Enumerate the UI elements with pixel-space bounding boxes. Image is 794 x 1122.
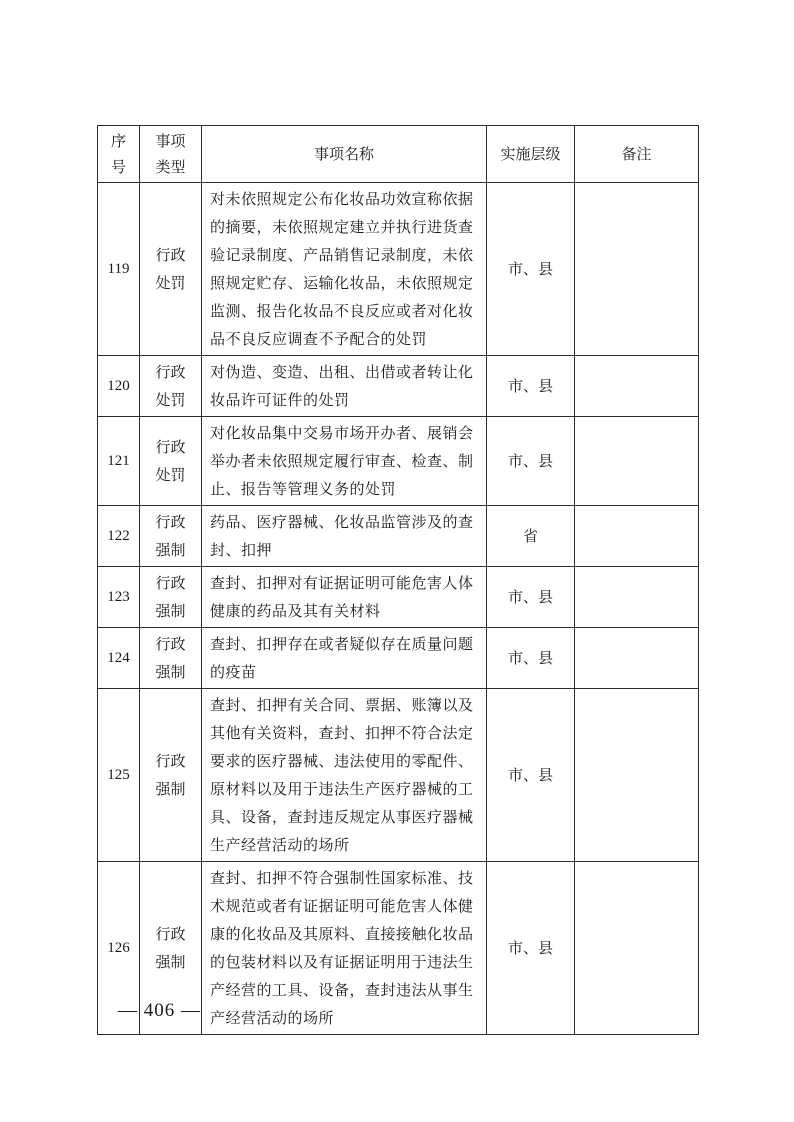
header-item-type-line2: 类型 [155, 158, 186, 176]
table-row [98, 356, 699, 417]
row-remarks [575, 417, 699, 506]
row-remarks [575, 862, 699, 1035]
row-item-type [140, 689, 202, 862]
row-item-type-line1: 行政 [155, 513, 186, 531]
table-row [98, 689, 699, 862]
row-item-name: 对未依照规定公布化妆品功效宣称依据的摘要，未依照规定建立并执行进货查验记录制度、产品销售记录制度，未依照规定贮存、运输化妆品，未依照规定监测、报告化妆品不良反应或者对化妆品不良反应调查不予配合的处罚 [202, 183, 487, 356]
row-item-type-line1: 行政 [155, 574, 186, 592]
row-implementation-level: 市、县 [487, 183, 575, 356]
row-item-type-line1: 行政 [155, 752, 186, 770]
row-item-type-line1: 行政 [155, 438, 186, 456]
row-implementation-level: 市、县 [487, 417, 575, 506]
item-table-container [97, 125, 698, 1035]
row-item-type [140, 506, 202, 567]
row-serial-number: 123 [98, 567, 140, 628]
row-serial-number: 120 [98, 356, 140, 417]
row-item-type-line2: 强制 [155, 541, 186, 559]
row-item-type-line1: 行政 [155, 635, 186, 653]
row-item-type-line1: 行政 [155, 925, 186, 943]
row-item-type-line1: 行政 [155, 363, 186, 381]
table-row [98, 628, 699, 689]
table-row [98, 417, 699, 506]
row-item-type [140, 628, 202, 689]
header-serial-number [98, 126, 140, 183]
header-remarks: 备注 [575, 126, 699, 183]
row-remarks [575, 689, 699, 862]
header-item-name: 事项名称 [202, 126, 487, 183]
row-serial-number: 122 [98, 506, 140, 567]
row-item-name: 对伪造、变造、出租、出借或者转让化妆品许可证件的处罚 [202, 356, 487, 417]
row-item-name: 查封、扣押有关合同、票据、账簿以及其他有关资料，查封、扣押不符合法定要求的医疗器械、违法使用的零配件、原材料以及用于违法生产医疗器械的工具、设备，查封违反规定从事医疗器械生产经营活动的场所 [202, 689, 487, 862]
header-item-type [140, 126, 202, 183]
row-item-type-line2: 强制 [155, 663, 186, 681]
header-item-type-line1: 事项 [155, 132, 186, 150]
row-implementation-level: 市、县 [487, 628, 575, 689]
row-item-name: 查封、扣押不符合强制性国家标准、技术规范或者有证据证明可能危害人体健康的化妆品及其原料、直接接触化妆品的包装材料以及有证据证明用于违法生产经营的工具、设备，查封违法从事生产经营活动的场所 [202, 862, 487, 1035]
row-remarks [575, 356, 699, 417]
header-implementation-level: 实施层级 [487, 126, 575, 183]
row-item-type [140, 417, 202, 506]
row-remarks [575, 628, 699, 689]
row-serial-number: 124 [98, 628, 140, 689]
row-serial-number: 121 [98, 417, 140, 506]
row-item-name: 查封、扣押对有证据证明可能危害人体健康的药品及其有关材料 [202, 567, 487, 628]
row-implementation-level: 市、县 [487, 356, 575, 417]
header-serial-number-line1: 序 [110, 132, 126, 150]
row-item-type-line2: 处罚 [155, 274, 186, 292]
row-remarks [575, 183, 699, 356]
table-row [98, 567, 699, 628]
row-serial-number: 119 [98, 183, 140, 356]
item-table [97, 125, 699, 1035]
row-item-type [140, 356, 202, 417]
row-remarks [575, 506, 699, 567]
page-number: — 406 — [118, 1000, 201, 1021]
row-item-type-line1: 行政 [155, 246, 186, 264]
row-item-name: 查封、扣押存在或者疑似存在质量问题的疫苗 [202, 628, 487, 689]
row-implementation-level: 市、县 [487, 689, 575, 862]
row-item-type [140, 567, 202, 628]
row-remarks [575, 567, 699, 628]
table-header-row [98, 126, 699, 183]
header-serial-number-line2: 号 [110, 158, 126, 176]
row-item-type-line2: 强制 [155, 602, 186, 620]
row-item-type-line2: 强制 [155, 953, 186, 971]
row-implementation-level: 省 [487, 506, 575, 567]
row-serial-number: 126 [98, 862, 140, 1035]
table-row [98, 183, 699, 356]
row-item-name: 药品、医疗器械、化妆品监管涉及的查封、扣押 [202, 506, 487, 567]
row-serial-number: 125 [98, 689, 140, 862]
row-item-type-line2: 处罚 [155, 466, 186, 484]
table-row [98, 506, 699, 567]
row-item-type-line2: 强制 [155, 780, 186, 798]
row-item-type-line2: 处罚 [155, 391, 186, 409]
row-item-name: 对化妆品集中交易市场开办者、展销会举办者未依照规定履行审查、检查、制止、报告等管理义务的处罚 [202, 417, 487, 506]
row-implementation-level: 市、县 [487, 567, 575, 628]
row-item-type [140, 183, 202, 356]
row-implementation-level: 市、县 [487, 862, 575, 1035]
